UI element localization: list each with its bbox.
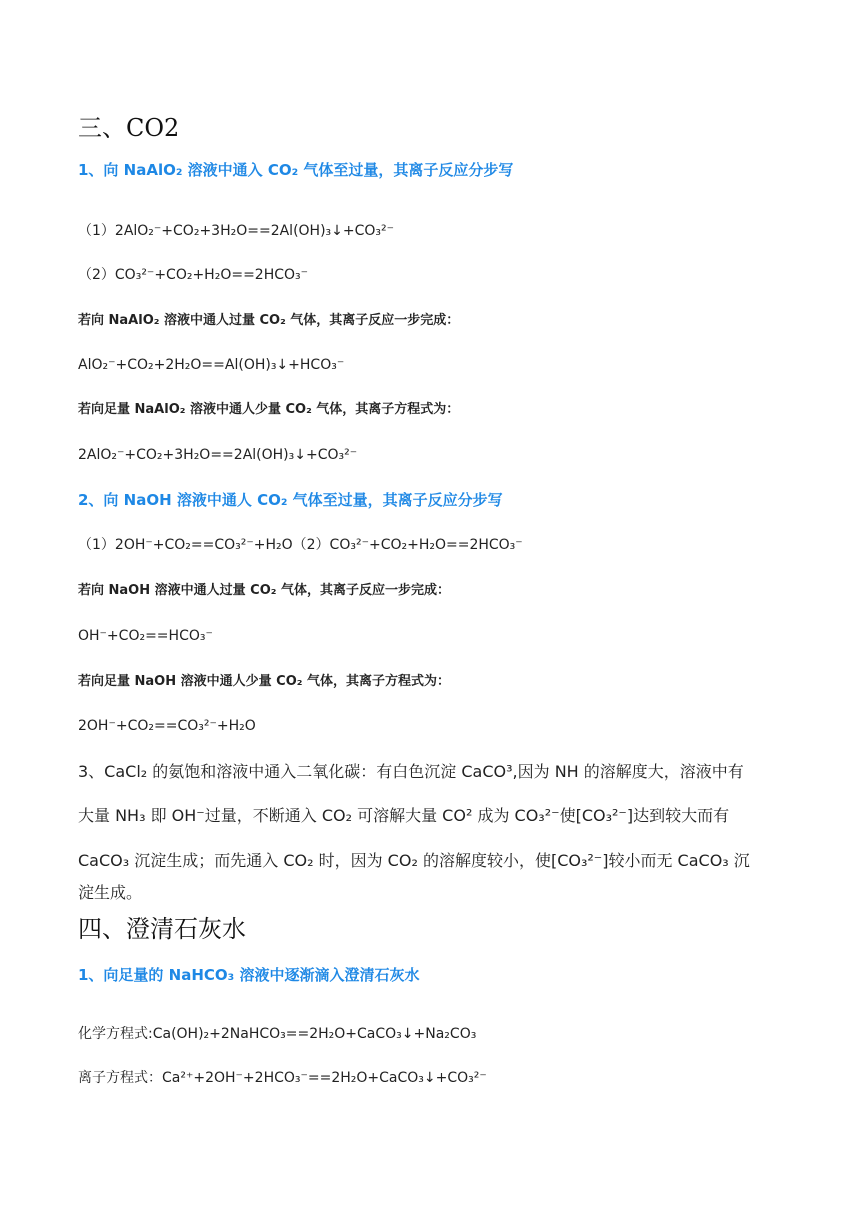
equation-naoh-steps: （1）2OH⁻+CO₂==CO₃²⁻+H₂O（2）CO₃²⁻+CO₂+H₂O==2HCO₃⁻ (78, 537, 523, 553)
equation-step-1: （1）2AlO₂⁻+CO₂+3H₂O==2Al(OH)₃↓+CO₃²⁻ (78, 223, 395, 239)
paragraph-cacl2-line-4: 淀生成。 (78, 883, 143, 902)
equation-step-2: （2）CO₃²⁻+CO₂+H₂O==2HCO₃⁻ (78, 267, 309, 283)
equation-excess-co2-naoh: OH⁻+CO₂==HCO₃⁻ (78, 628, 213, 644)
chemical-equation: 化学方程式:Ca(OH)₂+2NaHCO₃==2H₂O+CaCO₃↓+Na₂CO₃ (78, 1026, 477, 1042)
text-little-co2-naoh: 若向足量 NaOH 溶液中通人少量 CO₂ 气体，其离子方程式为： (78, 674, 450, 689)
section-heading-co2: 三、CO2 (78, 114, 180, 142)
ionic-equation: 离子方程式：Ca²⁺+2OH⁻+2HCO₃⁻==2H₂O+CaCO₃↓+CO₃²⁻ (78, 1070, 487, 1086)
equation-little-co2-naalo2: 2AlO₂⁻+CO₂+3H₂O==2Al(OH)₃↓+CO₃²⁻ (78, 447, 358, 463)
text-excess-co2-naoh: 若向 NaOH 溶液中通人过量 CO₂ 气体，其离子反应一步完成： (78, 583, 450, 598)
equation-little-co2-naoh: 2OH⁻+CO₂==CO₃²⁻+H₂O (78, 718, 256, 734)
text-excess-co2-naalo2: 若向 NaAlO₂ 溶液中通人过量 CO₂ 气体，其离子反应一步完成： (78, 313, 460, 328)
text-little-co2-naalo2: 若向足量 NaAlO₂ 溶液中通人少量 CO₂ 气体，其离子方程式为： (78, 402, 460, 417)
section-heading-limewater: 四、澄清石灰水 (78, 915, 246, 943)
question-1-naalo2: 1、向 NaAlO₂ 溶液中通入 CO₂ 气体至过量，其离子反应分步写 (78, 161, 514, 179)
question-1-nahco3: 1、向足量的 NaHCO₃ 溶液中逐渐滴入澄清石灰水 (78, 966, 420, 984)
equation-excess-co2-naalo2: AlO₂⁻+CO₂+2H₂O==Al(OH)₃↓+HCO₃⁻ (78, 357, 345, 373)
paragraph-cacl2-line-1: 3、CaCl₂ 的氨饱和溶液中通入二氧化碳：有白色沉淀 CaCO³,因为 NH 的溶解度大，溶液中有 (78, 762, 744, 781)
paragraph-cacl2-line-2: 大量 NH₃ 即 OH⁻过量，不断通入 CO₂ 可溶解大量 CO² 成为 CO₃²⁻使[CO₃²⁻]达到较大而有 (78, 806, 730, 825)
question-2-naoh: 2、向 NaOH 溶液中通人 CO₂ 气体至过量，其离子反应分步写 (78, 491, 503, 509)
paragraph-cacl2-line-3: CaCO₃ 沉淀生成；而先通入 CO₂ 时，因为 CO₂ 的溶解度较小，使[CO₃²⁻]较小而无 CaCO₃ 沉 (78, 851, 750, 870)
